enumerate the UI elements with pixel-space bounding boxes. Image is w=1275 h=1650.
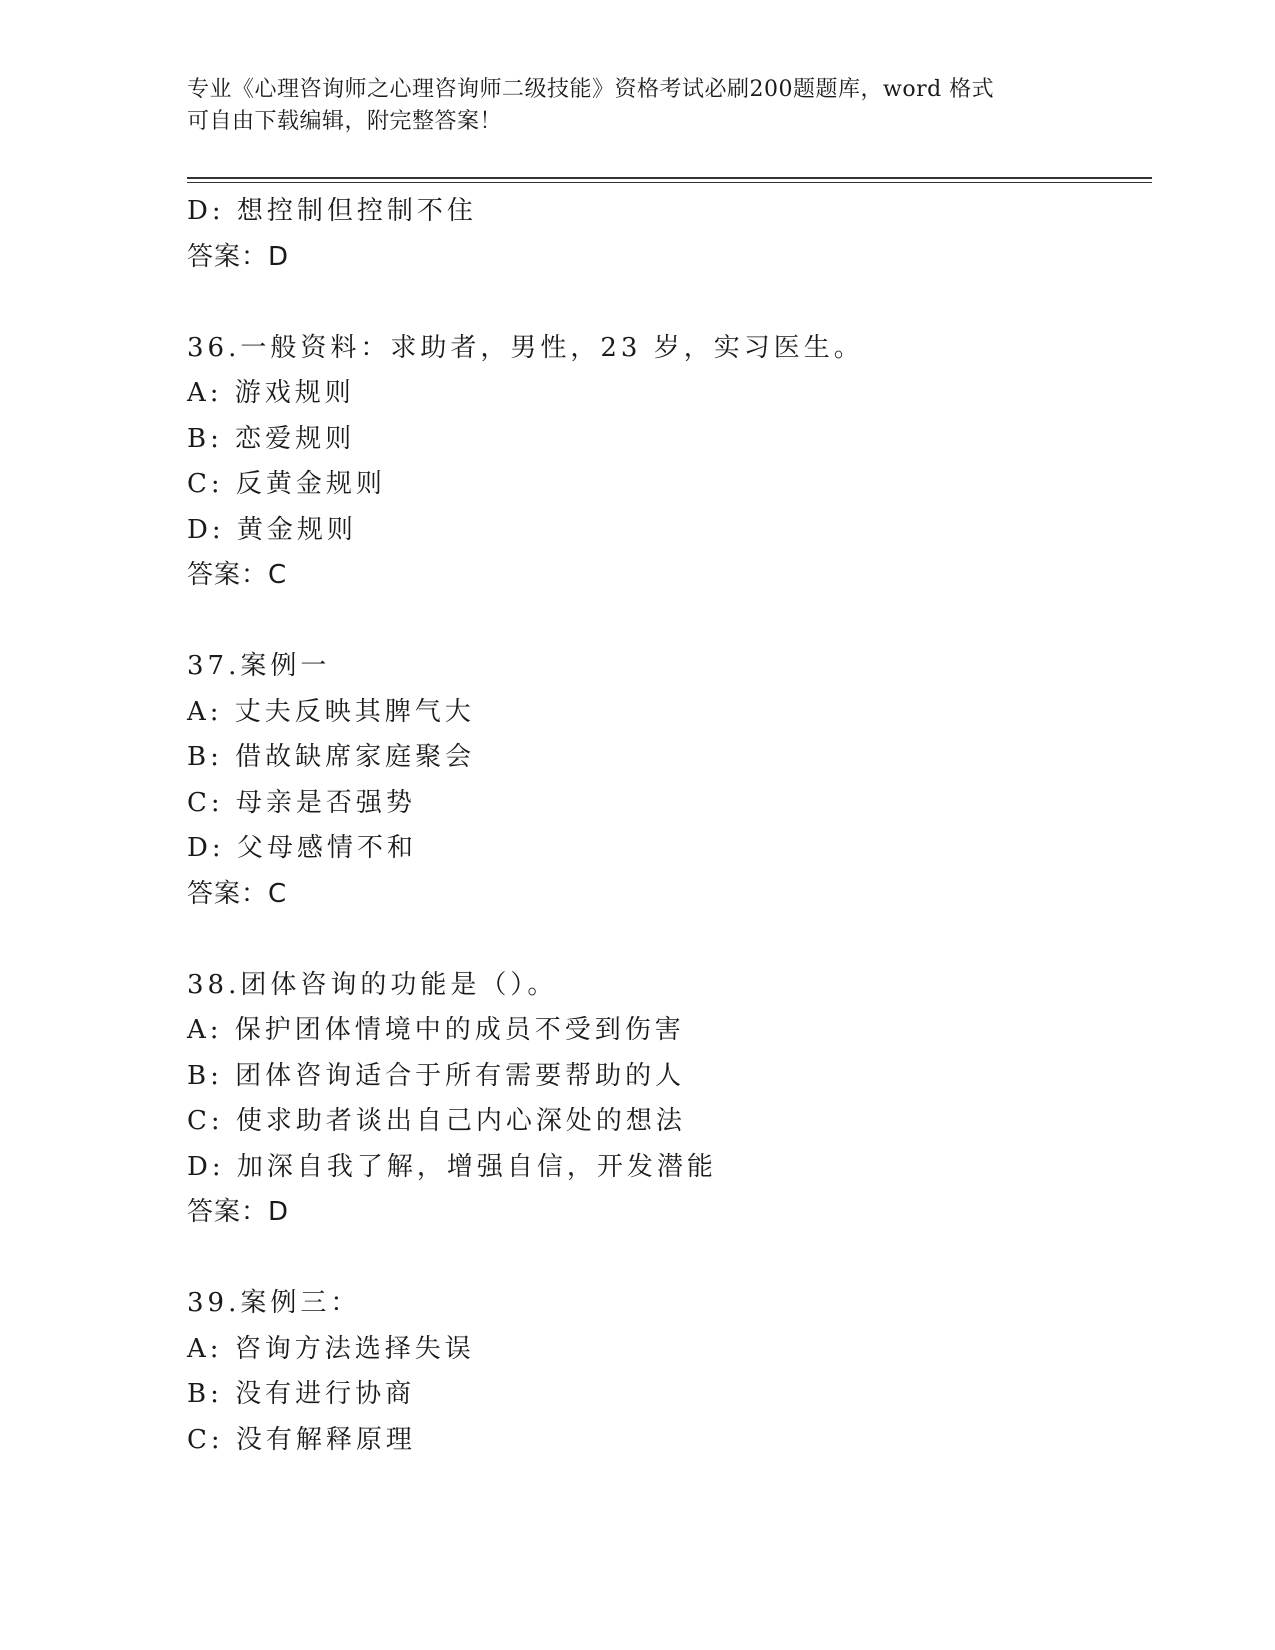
- answer-line: 答案：D: [187, 1197, 290, 1227]
- spacer: [187, 917, 1152, 963]
- spacer: [187, 599, 1152, 645]
- option-b: B: 借故缺席家庭聚会: [187, 742, 476, 772]
- option-a: A: 丈夫反映其脾气大: [187, 696, 475, 727]
- option-a: A: 咨询方法选择失误: [187, 1333, 475, 1364]
- option-c: C: 使求助者谈出自己内心深处的想法: [187, 1106, 686, 1136]
- question-block-39: [187, 1281, 1152, 1463]
- header-line-2: 可自由下载编辑，附完整答案！: [187, 109, 503, 134]
- option-a: A: 保护团体情境中的成员不受到伤害: [187, 1015, 685, 1045]
- option-b: B: 团体咨询适合于所有需要帮助的人: [187, 1060, 686, 1091]
- option-c: C: 没有解释原理: [187, 1424, 416, 1455]
- option-d: D: 黄金规则: [187, 514, 357, 545]
- question-list: [187, 189, 1152, 1463]
- answer-line: 答案：C: [187, 560, 288, 590]
- option-b: B: 没有进行协商: [187, 1379, 416, 1409]
- option-b: B: 恋爱规则: [187, 423, 356, 454]
- header-rule-thick: [187, 177, 1152, 179]
- option-d: D: 父母感情不和: [187, 833, 417, 863]
- spacer: [187, 1236, 1152, 1282]
- question-block-37: [187, 644, 1152, 917]
- question-stem: 36.一般资料：求助者，男性，23 岁，实习医生。: [187, 332, 864, 363]
- spacer: [187, 280, 1152, 326]
- document-header: [187, 74, 1067, 138]
- question-stem: 37.案例一: [187, 651, 331, 681]
- answer-line: 答案：C: [187, 878, 288, 909]
- header-rule-thin: [187, 182, 1152, 183]
- option-d: D: 加深自我了解，增强自信，开发潜能: [187, 1151, 717, 1182]
- option-c: C: 母亲是否强势: [187, 787, 416, 818]
- option-c: C: 反黄金规则: [187, 469, 386, 499]
- option-d: D: 想控制但控制不住: [187, 196, 477, 226]
- question-stem: 39.案例三：: [187, 1288, 361, 1318]
- question-block-38: [187, 963, 1152, 1236]
- question-stem: 38.团体咨询的功能是（）。: [187, 969, 558, 1000]
- question-block-36: [187, 326, 1152, 599]
- answer-line: 答案：D: [187, 241, 290, 272]
- question-block-prev: [187, 189, 1152, 280]
- option-a: A: 游戏规则: [187, 378, 355, 408]
- header-line-1: 专业《心理咨询师之心理咨询师二级技能》资格考试必刷200题题库，word 格式: [187, 77, 995, 102]
